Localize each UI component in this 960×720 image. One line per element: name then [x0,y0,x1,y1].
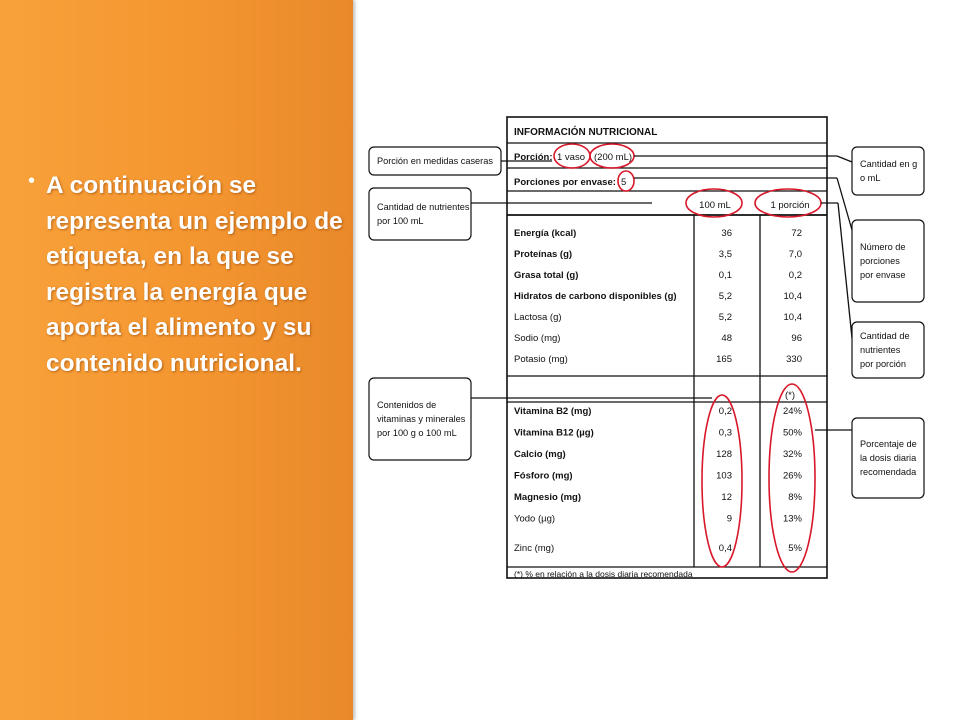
vitamin-value-100ml: 103 [716,470,732,482]
callout-portion-household-text: Porción en medidas caseras [377,156,493,166]
vitamin-daily-percent: 5% [788,543,802,554]
callout-nutrients-100ml-text: Cantidad de nutrientes [377,202,470,212]
callout-portions-per-pack-text: Número de [860,242,906,252]
vitamin-value-100ml: 12 [721,492,732,503]
vitamin-value-100ml: 0,3 [718,427,732,439]
callout-daily-percent-text: recomendada [860,467,917,477]
vitamin-daily-percent: 8% [788,492,802,503]
nutrient-value-100ml: 5,2 [718,291,732,302]
vitamin-daily-percent: 32% [782,449,802,460]
nutrient-name: Potasio (mg) [514,354,568,365]
vitamin-value-100ml: 128 [716,449,732,460]
nutrient-value-100ml: 48 [721,333,732,344]
bullet-dot-icon: • [28,170,36,192]
callout-portions-per-pack-text: porciones [860,256,900,266]
vitamin-name: Yodo (µg) [514,513,556,525]
portions-per-pack-value: 5 [621,177,627,188]
portion-ml-text: (200 mL) [594,152,633,163]
nutrition-label-diagram [362,112,938,586]
vitamin-name: Fósforo (mg) [514,470,573,482]
nutrient-value-100ml: 165 [716,354,732,365]
vitamin-name: Vitamina B12 (µg) [514,427,594,439]
vitamin-value-100ml: 0,2 [718,406,732,417]
nutrient-value-100ml: 0,1 [718,270,732,281]
leader-ml-end [837,156,852,162]
callout-nutrients-100ml [369,188,471,240]
footnote: (*) % en relación a la dosis diaria recomendada [514,569,693,579]
callout-nutrients-portion-text: por porción [860,359,906,369]
vitamin-name: Vitamina B2 (mg) [514,406,592,417]
nutrient-value-100ml: 36 [721,228,732,239]
vitamin-daily-percent: 13% [782,513,802,525]
orange-text-panel [0,0,353,720]
nutrient-value-100ml: 5,2 [718,312,732,323]
nutrient-value-portion: 10,4 [783,291,802,302]
vitamin-daily-percent: 50% [782,427,802,439]
portion-home-text: 1 vaso [557,152,585,163]
percent-header: (*) [784,390,796,401]
nutrient-name: Lactosa (g) [514,312,562,323]
callout-nutrients-portion-text: nutrientes [860,345,901,355]
callout-nutrients-100ml-text: por 100 mL [377,216,424,226]
callout-nutrients-portion-text: Cantidad de [860,331,910,341]
nutrient-value-portion: 96 [791,333,802,344]
callout-portions-per-pack-text: por envase [860,270,906,280]
table-title: INFORMACIÓN NUTRICIONAL [514,127,658,138]
nutrient-name: Sodio (mg) [514,333,561,344]
callout-vitamins-100-text: vitaminas y minerales [377,414,466,424]
portions-per-pack-label: Porciones por envase: [514,177,616,188]
bullet-text: A continuación se representa un ejemplo de etiqueta, en la que se registra la energía que aporta el alimento y su contenido nutricional. [46,172,343,377]
portion-label: Porción: [514,152,553,163]
nutrient-value-portion: 0,2 [788,270,802,281]
vitamin-value-100ml: 0,4 [718,543,732,554]
nutrient-value-portion: 10,4 [783,312,802,323]
nutrition-label-figure [362,112,938,586]
callout-grams-ml-text: Cantidad en g [860,159,918,169]
callout-daily-percent-text: la dosis diaria [860,453,917,463]
nutrient-name: Proteínas (g) [514,249,573,260]
nutrient-value-portion: 330 [786,354,802,365]
column-header-100ml: 100 mL [699,200,731,211]
nutrient-value-portion: 72 [791,228,802,239]
callout-daily-percent-text: Porcentaje de [860,439,917,449]
callout-grams-ml [852,147,924,195]
nutrient-name: Energía (kcal) [514,228,577,239]
callout-grams-ml-text: o mL [860,173,881,183]
vitamin-name: Calcio (mg) [514,449,566,460]
vitamin-name: Magnesio (mg) [514,492,582,503]
nutrient-name: Hidratos de carbono disponibles (g) [514,291,677,302]
vitamin-daily-percent: 24% [782,406,802,417]
leader-portions-end [837,178,852,230]
nutrient-name: Grasa total (g) [514,270,579,281]
vitamin-value-100ml: 9 [726,513,732,525]
column-header-portion: 1 porción [770,200,810,211]
nutrient-value-100ml: 3,5 [718,249,732,260]
vitamin-daily-percent: 26% [782,470,802,482]
nutrient-value-portion: 7,0 [788,249,802,260]
callout-vitamins-100-text: Contenidos de [377,400,437,410]
vitamin-name: Zinc (mg) [514,543,555,554]
callout-vitamins-100-text: por 100 g o 100 mL [377,428,457,438]
